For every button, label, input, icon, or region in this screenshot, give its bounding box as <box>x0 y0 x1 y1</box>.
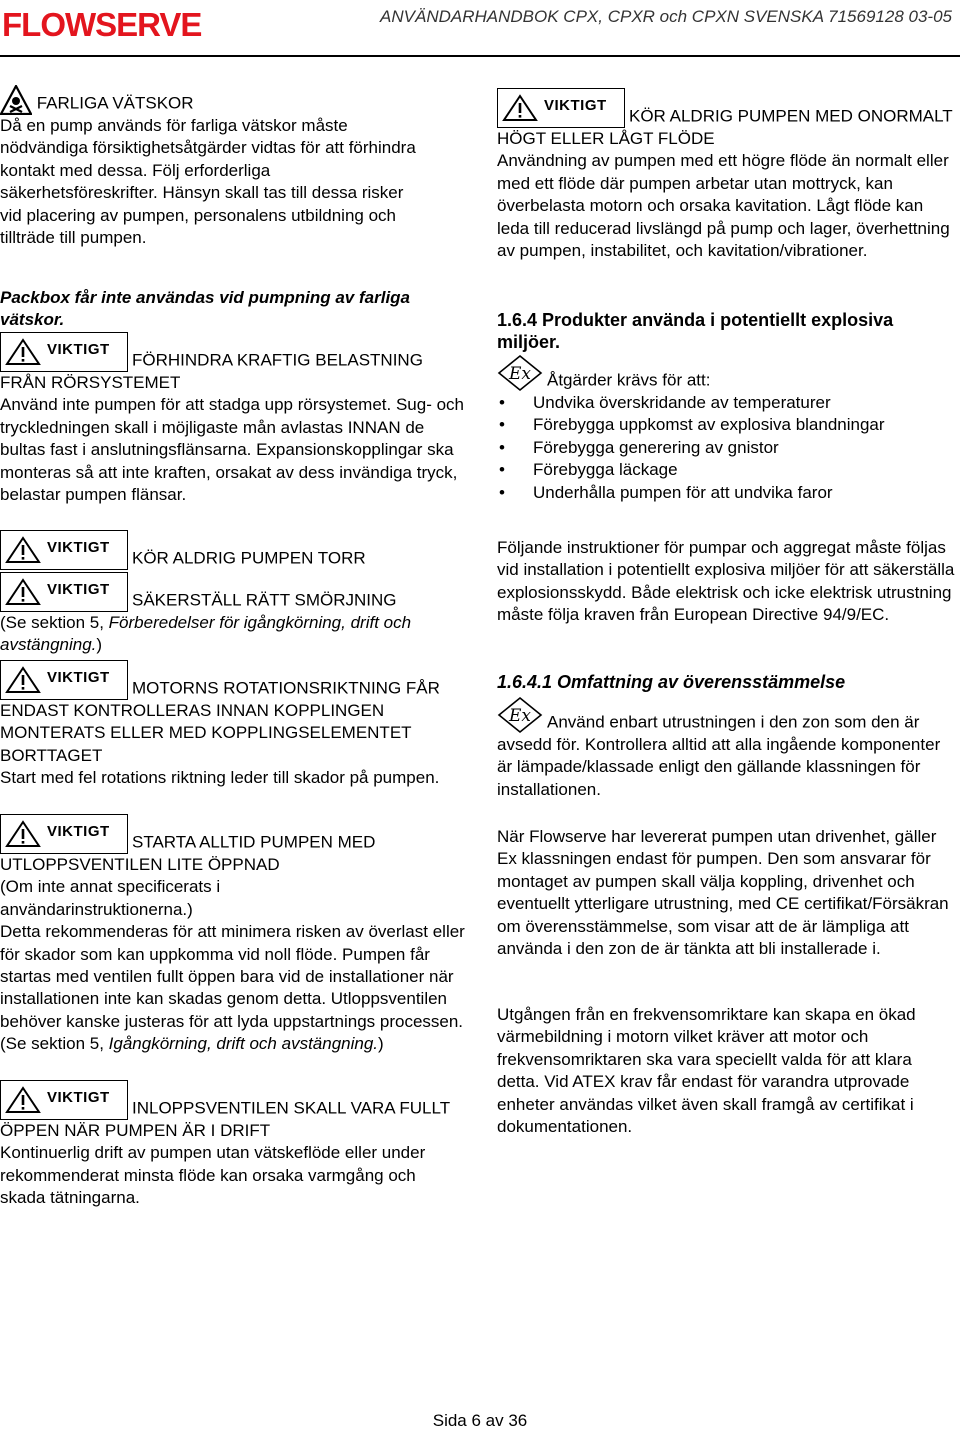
hazard-body: Då en pump används för farliga vätskor måste nödvändiga försiktighetsåtgärder vidtas för att förhindra kontakt med dessa. Följ erforderliga säkerhetsföreskrifter. Hänsyn skall tas till dessa risker vid placering av pumpen, personalens utbildning och tillträde till pumpen. <box>0 116 416 248</box>
viktigt-badge: VIKTIGT <box>0 1080 128 1120</box>
warning-lubrication-title: SÄKERSTÄLL RÄTT SMÖRJNING <box>132 590 397 610</box>
section-heading: 1.6.4.1 Omfattning av överensstämmelse <box>497 672 846 692</box>
zone-usage <box>497 696 957 801</box>
list-item: • Undvika överskridande av temperaturer <box>497 392 957 414</box>
warning-lubrication: VIKTIGT SÄKERSTÄLL RÄTT SMÖRJNING (Se sektion 5, Förberedelser för igångkörning, drift och avstängning.) <box>0 572 470 657</box>
warning-outlet-valve: VIKTIGT STARTA ALLTID PUMPEN MED UTLOPPSVENTILEN LITE ÖPPNAD (Om inte annat specificerats i användarinstruktionerna.) Detta rekommenderas för att minimera risken av överlast eller för skador som kan uppkomma vid noll flöde. Pumpen får startas med ventilen fullt öppen bara vid de installationer när installationen inte kan skadas genom detta. Utloppsventilen behöver kanske justeras för att lyda uppstartnings processen. (Se sektion 5, Igångkörning, drift och avstängning.) <box>0 814 470 1056</box>
viktigt-badge: VIKTIGT <box>497 88 625 128</box>
warning-triangle-icon <box>5 536 41 564</box>
list-item: • Förebygga uppkomst av explosiva blandningar <box>497 414 957 436</box>
section-heading: 1.6.4 Produkter använda i potentiellt explosiva miljöer. <box>497 310 894 353</box>
ex-explosion-icon <box>497 696 543 734</box>
svg-text:Ex: Ex <box>509 706 531 726</box>
viktigt-badge: VIKTIGT <box>0 660 128 700</box>
list-item: • Underhålla pumpen för att undvika faror <box>497 482 957 504</box>
section-reference: Förberedelser för igångkörning, drift och avstängning. <box>0 613 412 655</box>
section-1-6-4-1 <box>497 671 957 693</box>
toxic-hazard-icon <box>0 85 32 115</box>
warning-triangle-icon <box>502 94 538 122</box>
atex-instructions <box>497 537 957 627</box>
flowserve-logo <box>2 4 202 44</box>
warning-pipe-load-title: FÖRHINDRA KRAFTIG BELASTNING FRÅN RÖRSYSTEMET <box>0 350 423 392</box>
warning-flow-body: Användning av pumpen med ett högre flöde än normalt eller med ett flöde där pumpen arbetar utan mottryck, kan överbelasta motorn och orsaka kavitation. Lågt flöde kan leda till reducerad livslängd på pump och lager, överhettning av pumpen, instabilitet, och kavitation/vibrationer. <box>497 151 950 261</box>
viktigt-badge: VIKTIGT <box>0 572 128 612</box>
paragraph: Utgången från en frekvensomriktare kan skapa en ökad värmebildning i motorn vilket kräver att motor och frekvensomriktaren ska vara speciellt valda för att klara detta. Vid ATEX krav får endast för varandra utprovade enheter användas vilket även skall framgå av certifikat i dokumentationen. <box>497 1005 916 1137</box>
ex-explosion-icon <box>497 354 543 392</box>
atex-measures <box>497 354 957 504</box>
warning-rotation-title: MOTORNS ROTATIONSRIKTNING FÅR ENDAST KONTROLLERAS INNAN KOPPLINGEN MONTERATS ELLER MED KOPPLINGSELEMENTET BORTTAGET <box>0 678 440 765</box>
warning-pipe-load <box>0 332 470 506</box>
document-header-title: ANVÄNDARHANDBOK CPX, CPXR och CPXN SVENSKA 71569128 03-05 <box>380 7 952 26</box>
paragraph: När Flowserve har levererat pumpen utan drivenhet, gäller Ex klassningen endast för pumpen. Den som ansvarar för montaget av pumpen skall välja koppling, drivenhet och eventuellt ytterligare utrustning, med CE certifikat/Försäkran om överensstämmelse, som visar att de är lämpliga att använda i den zon de är tänkta att bli installerade i. <box>497 827 949 959</box>
warning-triangle-icon <box>5 578 41 606</box>
warning-triangle-icon <box>5 1086 41 1114</box>
warning-pipe-load-body: Använd inte pumpen för att stadga upp rörsystemet. Sug- och tryckledningen skall i möjligaste mån avlastas INNAN de bultas fast i anslutningsflänsarna. Expansionskopplingar ska monteras så att inte kraften, orsakat av dess invändiga tryck, belastar pumpen flänsar. <box>0 395 464 505</box>
header-divider <box>0 55 960 57</box>
warning-rotation <box>0 660 470 790</box>
warning-triangle-icon <box>5 666 41 694</box>
frequency-converter <box>497 1004 957 1138</box>
viktigt-badge: VIKTIGT <box>0 814 128 854</box>
zone-usage-text: Använd enbart utrustningen i den zon som den är avsedd för. Kontrollera alltid att alla ingående komponenter är lämpade/klassade enligt den gällande klassningen för installationen. <box>497 712 941 799</box>
packbox-note: Packbox får inte användas vid pumpning av farliga vätskor. <box>0 288 411 330</box>
warning-triangle-icon <box>5 338 41 366</box>
warning-inlet-valve-body: Kontinuerlig drift av pumpen utan vätskeflöde eller under rekommenderat minsta flöde kan orsaka varmgång och skada tätningarna. <box>0 1143 426 1208</box>
warning-inlet-valve <box>0 1080 470 1210</box>
hazard-section <box>0 85 470 249</box>
warning-outlet-valve-note: (Om inte annat specificerats i användarinstruktionerna.) <box>0 877 221 919</box>
warning-flow <box>497 88 957 262</box>
warning-rotation-body: Start med fel rotations riktning leder till skador på pumpen. <box>0 768 440 788</box>
warning-inlet-valve-title: INLOPPSVENTILEN SKALL VARA FULLT ÖPPEN NÄR PUMPEN ÄR I DRIFT <box>0 1098 450 1140</box>
section-1-6-4 <box>497 309 957 354</box>
warning-dry-run <box>0 530 470 570</box>
flowserve-delivery <box>497 826 957 960</box>
viktigt-badge: VIKTIGT <box>0 530 128 570</box>
page-number: Sida 6 av 36 <box>432 1411 528 1430</box>
atex-measures-intro: Åtgärder krävs för att: <box>547 370 711 390</box>
warning-triangle-icon <box>5 820 41 848</box>
warning-dry-run-title: KÖR ALDRIG PUMPEN TORR <box>132 548 366 568</box>
svg-text:Ex: Ex <box>509 364 531 384</box>
list-item: • Förebygga generering av gnistor <box>497 437 957 459</box>
viktigt-badge: VIKTIGT <box>0 332 128 372</box>
packbox-note-block <box>0 287 420 332</box>
warning-outlet-valve-title: STARTA ALLTID PUMPEN MED UTLOPPSVENTILEN LITE ÖPPNAD <box>0 832 376 874</box>
section-reference: Igångkörning, drift och avstängning. <box>108 1034 379 1054</box>
atex-measures-list <box>497 392 957 504</box>
list-item: • Förebygga läckage <box>497 459 957 481</box>
logo-text: FLOWSERVE <box>2 6 202 43</box>
hazard-title: FARLIGA VÄTSKOR <box>36 93 194 113</box>
warning-flow-title: KÖR ALDRIG PUMPEN MED ONORMALT HÖGT ELLER LÅGT FLÖDE <box>497 106 953 148</box>
paragraph: Följande instruktioner för pumpar och aggregat måste följas vid installation i potentiellt explosiva miljöer för att säkerställa explosionsskydd. Både elektrisk och icke elektrisk utrustning måste följa kraven från European Directive 94/9/EC. <box>497 538 955 625</box>
warning-outlet-valve-body: Detta rekommenderas för att minimera risken av överlast eller för skador som kan uppkomma vid noll flöde. Pumpen får startas med ventilen fullt öppen bara vid de installationer när installationen inte kan skadas genom detta. Utloppsventilen behöver kanske justeras för att lyda uppstartnings processen. <box>0 922 465 1031</box>
